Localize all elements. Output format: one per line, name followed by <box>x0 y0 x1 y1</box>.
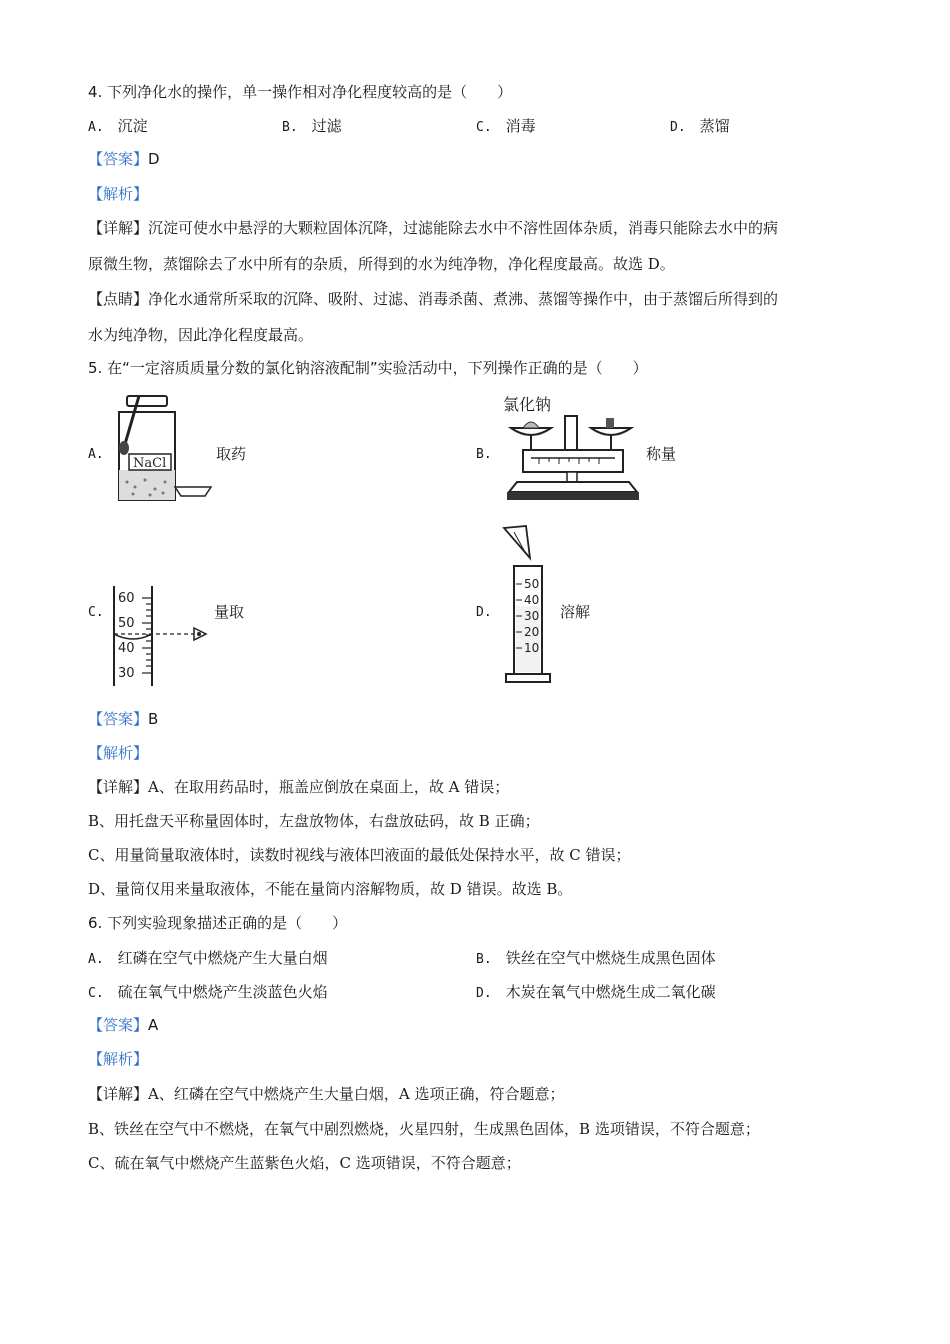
q5-answer-tag: 【答案】 <box>88 710 149 728</box>
balance-weight <box>606 418 614 428</box>
q4-option-c-letter: C. <box>476 120 492 135</box>
balance-label: 氯化钠 <box>503 395 552 414</box>
q4-answer-tag: 【答案】 <box>88 150 149 168</box>
q4-analysis <box>88 184 148 204</box>
q6-option-c-text: 硫在氧气中燃烧产生淡蓝色火焰 <box>117 983 328 1001</box>
q4-point-line-1 <box>88 289 778 309</box>
q4-option-b <box>282 116 342 138</box>
cylinder-dissolve-figure <box>500 524 560 686</box>
q4-point-tag: 【点睛】 <box>88 290 149 308</box>
q6-option-b-letter: B. <box>476 952 492 967</box>
q4-option-b-text: 过滤 <box>311 117 342 135</box>
q6-stem: 6. 下列实验现象描述正确的是（ ） <box>88 914 348 932</box>
cylinder-d-tick-50: 50 <box>524 577 540 591</box>
cylinder-reading-figure <box>110 584 210 688</box>
q4-answer-value: D <box>148 150 160 168</box>
q5-detail-tag: 【详解】 <box>88 778 149 796</box>
balance-sample <box>523 422 539 428</box>
q6-analysis <box>88 1049 148 1069</box>
q5-answer <box>88 709 158 729</box>
cylinder-c-tick-50: 50 <box>118 616 135 631</box>
bottle-label-text: NaCl <box>133 456 167 471</box>
q4-option-d-letter: D. <box>670 120 686 135</box>
q6-option-d <box>476 982 716 1004</box>
q6-option-c-letter: C. <box>88 986 104 1001</box>
q4-detail-line-1 <box>88 218 778 238</box>
cylinder-c-tick-60: 60 <box>118 591 135 606</box>
q6-answer-tag: 【答案】 <box>88 1016 149 1034</box>
balance-foot <box>507 492 639 500</box>
q5-analysis <box>88 743 148 763</box>
cylinder-d-tick-30: 30 <box>524 609 540 623</box>
q4-point-text-2: 水为纯净物，因此净化程度最高。 <box>88 326 314 344</box>
q5-option-d-caption: 溶解 <box>560 603 591 621</box>
q4-option-a <box>88 116 148 138</box>
q4-answer <box>88 149 160 169</box>
cylinder-d-tick-40: 40 <box>524 593 540 607</box>
q6-answer-value: A <box>148 1016 159 1034</box>
q5-option-d-letter: D. <box>476 605 492 620</box>
cylinder-d-tick-10: 10 <box>524 641 540 655</box>
q6-detail-text-3: C、硫在氧气中燃烧产生蓝紫色火焰，C 选项错误，不符合题意； <box>88 1154 521 1172</box>
q6-option-a <box>88 948 328 970</box>
balance-left-pan <box>511 428 551 435</box>
q5-detail-text-2: B、用托盘天平称量固体时，左盘放物体，右盘放砝码，故 B 正确； <box>88 812 540 830</box>
q6-analysis-tag: 【解析】 <box>88 1050 149 1068</box>
q4-point-text-1: 净化水通常所采取的沉降、吸附、过滤、消毒杀菌、煮沸、蒸馏等操作中，由于蒸馏后所得到的 <box>148 290 779 308</box>
q6-option-a-text: 红磷在空气中燃烧产生大量白烟 <box>117 949 328 967</box>
balance-base <box>509 482 637 492</box>
q6-detail-line-1 <box>88 1084 564 1104</box>
q6-option-c <box>88 982 328 1004</box>
cylinder-c-tick-40: 40 <box>118 641 135 656</box>
reagent-bottle-figure <box>105 392 215 504</box>
cylinder-base <box>506 674 550 682</box>
q5-option-b-caption: 称量 <box>646 445 677 463</box>
bottle-powder <box>119 470 175 500</box>
q6-option-b <box>476 948 716 970</box>
q5-option-c-letter: C. <box>88 605 104 620</box>
q6-detail-text-1: A、红磷在空气中燃烧产生大量白烟，A 选项正确，符合题意； <box>148 1085 565 1103</box>
q6-detail-text-2: B、铁丝在空气中不燃烧，在氧气中剧烈燃烧，火星四射，生成黑色固体，B 选项错误，不符合题意； <box>88 1120 760 1138</box>
q6-answer <box>88 1015 158 1035</box>
q5-option-c-caption: 量取 <box>214 603 245 621</box>
q6-option-d-text: 木炭在氧气中燃烧生成二氧化碳 <box>505 983 716 1001</box>
q5-detail-text-3: C、用量筒量取液体时，读数时视线与液体凹液面的最低处保持水平，故 C 错误； <box>88 846 631 864</box>
cylinder-d-tick-20: 20 <box>524 625 540 639</box>
q5-option-a-letter: A. <box>88 447 104 462</box>
q4-analysis-tag: 【解析】 <box>88 185 149 203</box>
q4-detail-tag: 【详解】 <box>88 219 149 237</box>
q5-option-a-caption: 取药 <box>216 445 247 463</box>
q5-detail-text-4: D、量筒仅用来量取液体，不能在量筒内溶解物质，故 D 错误。故选 B。 <box>88 880 573 898</box>
q4-option-a-letter: A. <box>88 120 104 135</box>
q5-option-b-letter: B. <box>476 447 492 462</box>
q6-detail-tag: 【详解】 <box>88 1085 149 1103</box>
q6-option-b-text: 铁丝在空气中燃烧生成黑色固体 <box>505 949 716 967</box>
balance-figure <box>505 412 641 504</box>
balance-body <box>523 450 623 472</box>
bottle-stopper-on-table <box>175 487 211 496</box>
q4-option-c <box>476 116 536 138</box>
balance-pillar <box>565 416 577 450</box>
q4-detail-text-2: 原微生物，蒸馏除去了水中所有的杂质，所得到的水为纯净物，净化程度最高。故选 D。 <box>88 255 675 273</box>
q5-detail-text-1: A、在取用药品时，瓶盖应倒放在桌面上，故 A 错误； <box>148 778 510 796</box>
q6-option-d-letter: D. <box>476 986 492 1001</box>
q4-detail-text-1: 沉淀可使水中悬浮的大颗粒固体沉降，过滤能除去水中不溶性固体杂质，消毒只能除去水中的病 <box>148 219 779 237</box>
q5-analysis-tag: 【解析】 <box>88 744 149 762</box>
q4-option-d <box>670 116 730 138</box>
q5-option-b-letter-wrap <box>476 443 506 465</box>
bottle-cap <box>127 396 167 406</box>
balance-right-pan <box>591 428 631 435</box>
q4-option-d-text: 蒸馏 <box>699 117 730 135</box>
q4-option-c-text: 消毒 <box>505 117 536 135</box>
q4-stem: 4. 下列净化水的操作，单一操作相对净化程度较高的是（ ） <box>88 83 513 101</box>
q4-option-b-letter: B. <box>282 120 298 135</box>
spoon-bowl <box>119 441 129 455</box>
q5-answer-value: B <box>148 710 159 728</box>
q5-stem: 5. 在“一定溶质质量分数的氯化钠溶液配制”实验活动中，下列操作正确的是（ ） <box>88 359 648 377</box>
q6-option-a-letter: A. <box>88 952 104 967</box>
cylinder-c-tick-30: 30 <box>118 666 135 681</box>
q5-detail-line-1 <box>88 777 509 797</box>
q4-option-a-text: 沉淀 <box>117 117 148 135</box>
